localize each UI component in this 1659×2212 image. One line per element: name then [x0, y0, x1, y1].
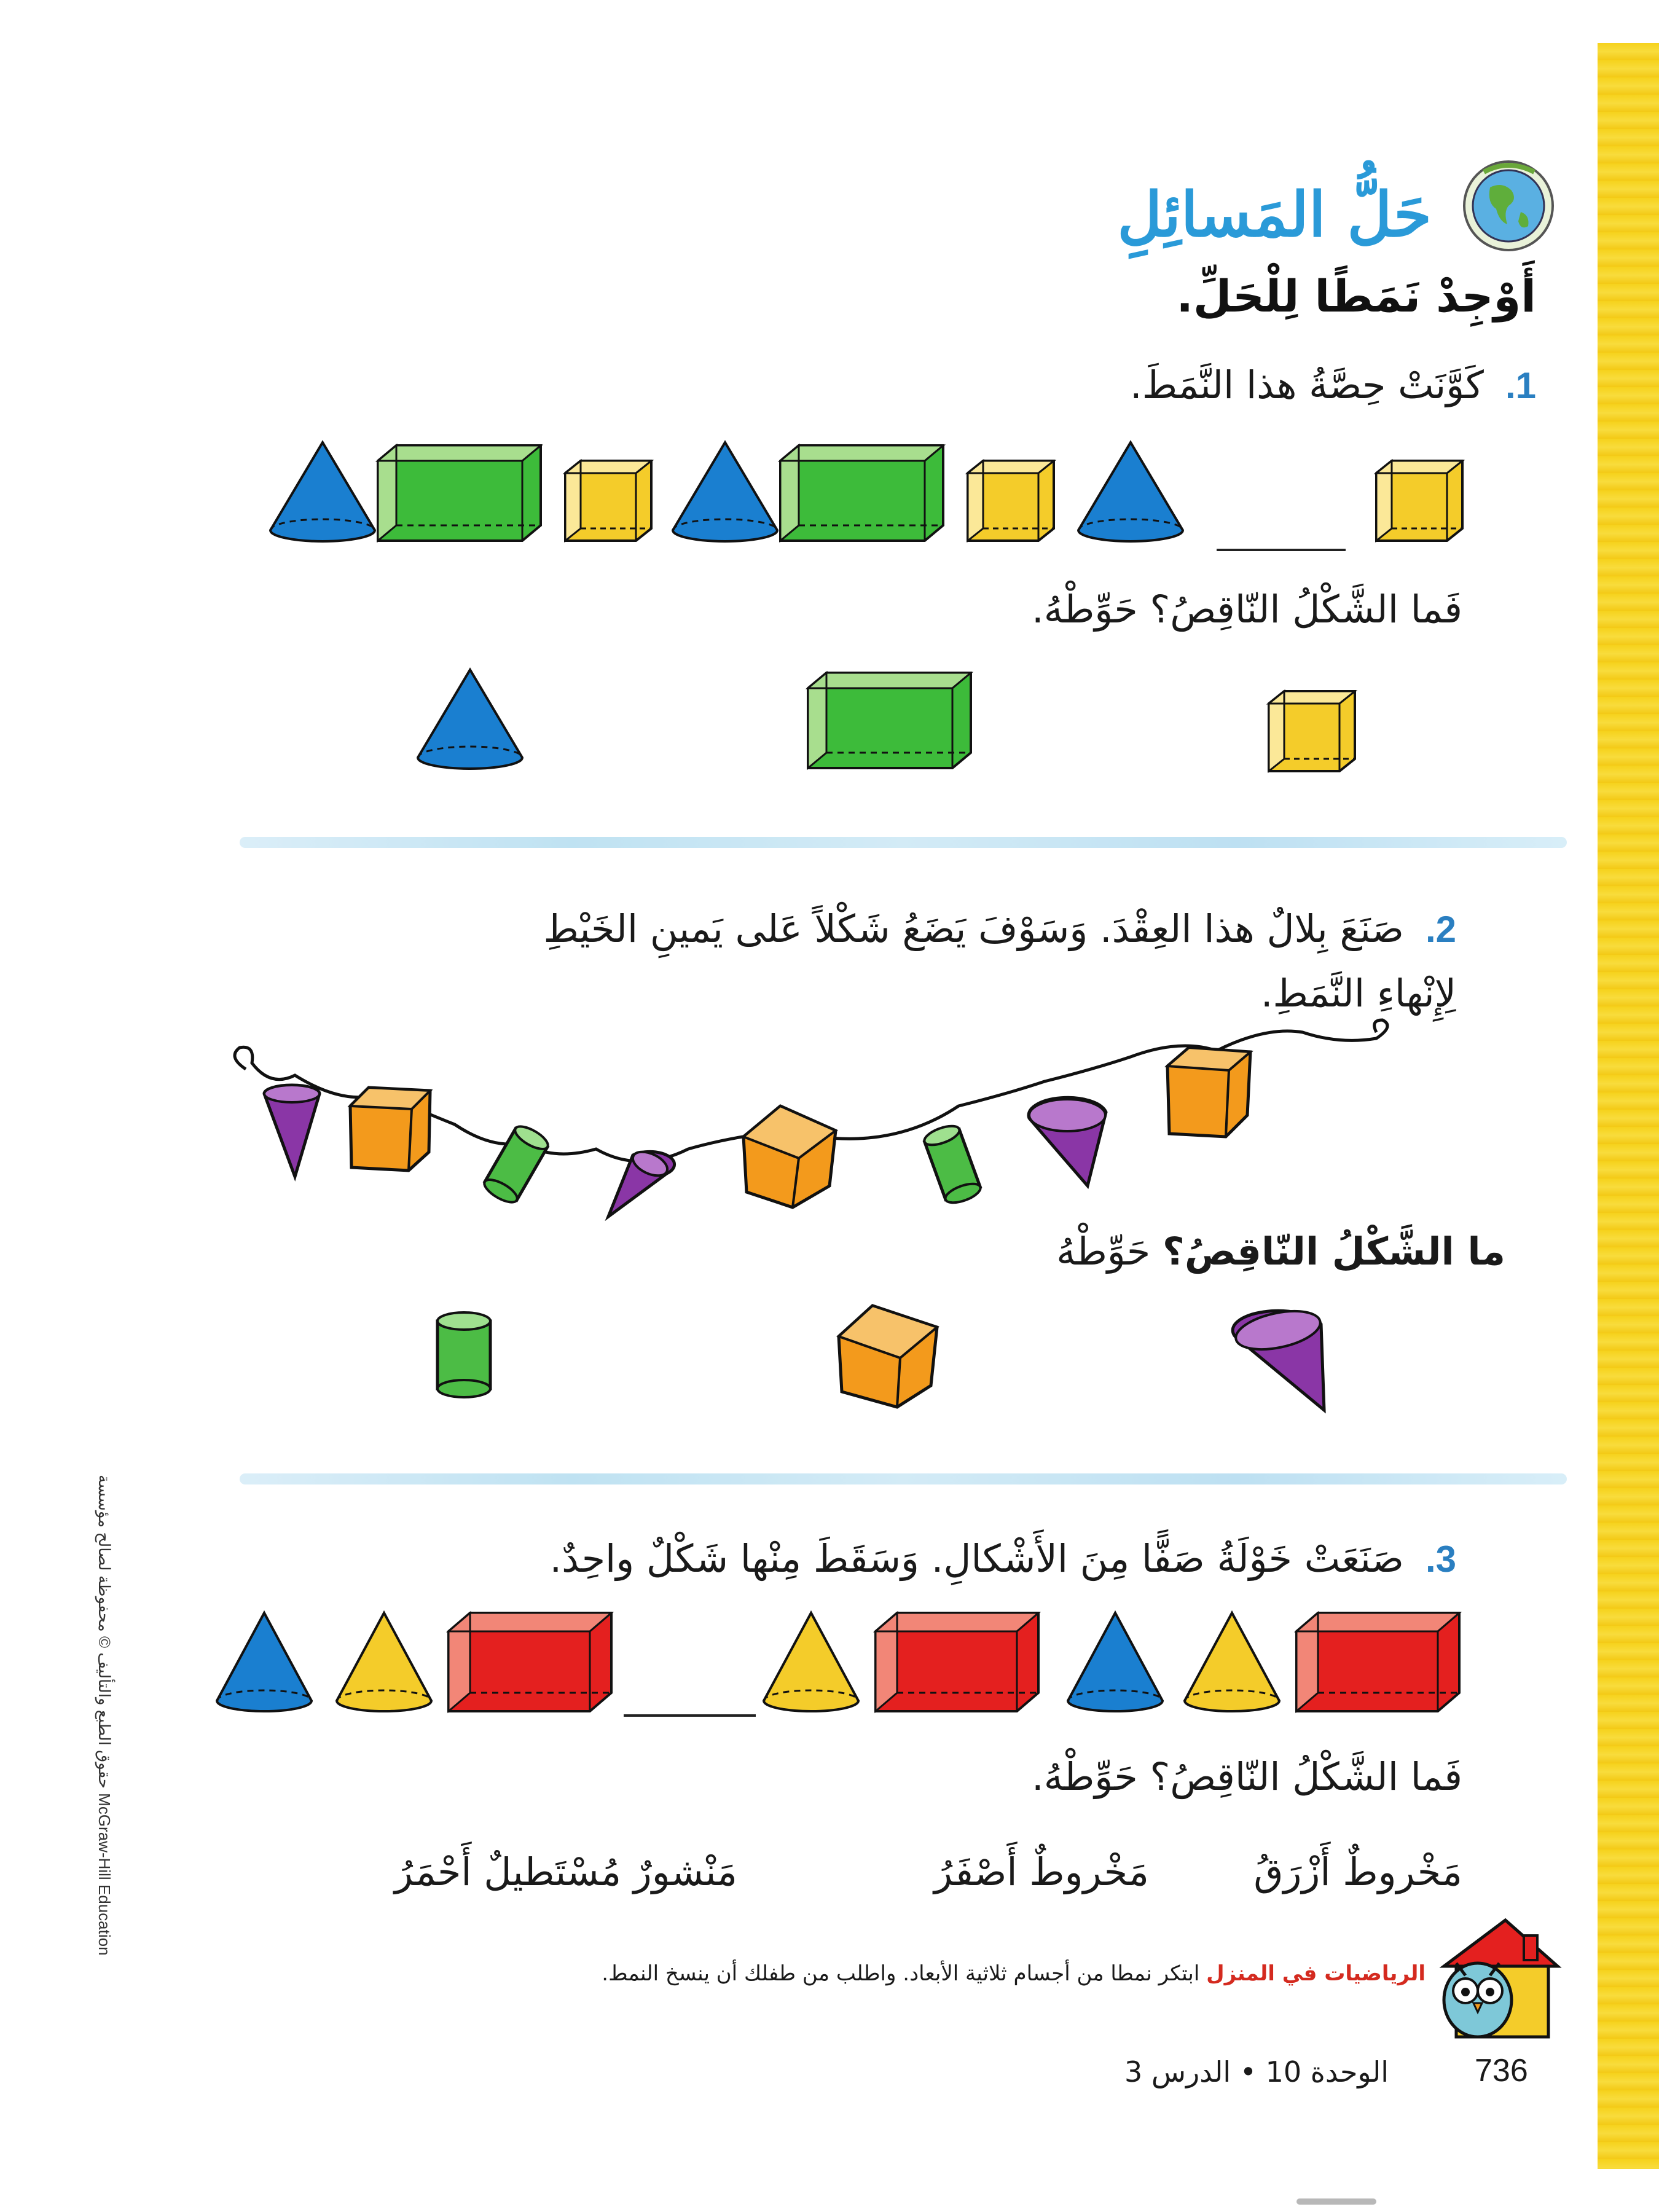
bead-purple-cone: [596, 1137, 676, 1223]
globe-icon: [1459, 154, 1558, 252]
prism-red: [1293, 1610, 1465, 1717]
section-title: حَلُّ المَسائِلِ: [1117, 178, 1432, 251]
cone-blue: [1063, 1610, 1167, 1714]
unit-lesson-label: الوحدة 10 • الدرس 3: [1124, 2055, 1389, 2088]
scroll-indicator: [1296, 2198, 1376, 2205]
bead-purple-cone: [258, 1081, 326, 1180]
cone-blue: [667, 439, 783, 544]
bead-orange-cube: [737, 1100, 842, 1210]
problem-2-prompt: [1056, 1229, 1505, 1274]
problem-1-question: [1130, 363, 1536, 407]
prism-red: [873, 1610, 1045, 1717]
problem-2-text-line1: صَنَعَ بِلالٌ هذا العِقْدَ. وَسَوْفَ يَضَعُ شَكْلاً عَلى يَمينِ الخَيْطِ: [543, 906, 1404, 951]
choice-purple-cone[interactable]: [1229, 1300, 1339, 1416]
choice-orange-cube[interactable]: [833, 1300, 943, 1410]
problem-3-question: [549, 1536, 1456, 1581]
problem-1-text: كَوَّنَتْ حِصَّةُ هذا النَّمَطَ.: [1130, 363, 1484, 407]
choice-cone-blue[interactable]: [412, 667, 528, 771]
section-subtitle: أَوْجِدْ نَمَطًا لِلْحَلِّ.: [1176, 270, 1536, 322]
bead-green-cylinder: [916, 1121, 989, 1207]
problem-2-prompt-question: ما الشَّكْلُ النّاقِصُ؟: [1162, 1229, 1505, 1274]
problem-2-number: 2.: [1425, 909, 1456, 950]
cone-yellow: [1180, 1610, 1284, 1714]
prism-green: [375, 442, 547, 547]
choice-prism-green[interactable]: [805, 670, 977, 774]
missing-shape-blank: [624, 1714, 756, 1717]
cube-yellow: [1373, 458, 1465, 544]
page-number: 736: [1475, 2053, 1528, 2088]
cone-blue: [264, 439, 381, 544]
section-divider: [240, 1473, 1567, 1484]
answer-choice-blue-cone[interactable]: مَخْروطٌ أَزْرَقُ: [1253, 1849, 1462, 1894]
cube-yellow: [965, 458, 1057, 544]
missing-shape-blank: [1217, 549, 1346, 551]
bead-orange-cube: [344, 1081, 436, 1174]
problem-2-text-line2: لِإِنْهاءِ النَّمَطِ.: [1260, 971, 1456, 1016]
home-note-label: الرياضيات في المنزل: [1206, 1961, 1426, 1986]
problem-2-question: [543, 906, 1456, 951]
owl-house-icon: [1432, 1911, 1561, 2040]
page-edge-strip: [1598, 43, 1659, 2169]
cone-yellow: [759, 1610, 863, 1714]
problem-2-prompt-action: حَوِّطْهُ: [1056, 1229, 1151, 1274]
bead-green-cylinder: [479, 1121, 553, 1207]
choice-cube-yellow[interactable]: [1266, 688, 1358, 774]
section-divider: [240, 837, 1567, 848]
copyright-notice: حقوق الطبع والتأليف © محفوظة لصالح مؤسسة McGraw-Hill Education: [95, 1475, 114, 1956]
problem-1-number: 1.: [1505, 365, 1536, 406]
cone-yellow: [332, 1610, 436, 1714]
prism-red: [445, 1610, 618, 1717]
cube-yellow: [562, 458, 654, 544]
problem-3-text: صَنَعَتْ خَوْلَةُ صَفًّا مِنَ الأَشْكالِ. وَسَقَطَ مِنْها شَكْلٌ واحِدٌ.: [549, 1536, 1404, 1581]
choice-green-cylinder[interactable]: [430, 1309, 498, 1401]
answer-choice-yellow-cone[interactable]: مَخْروطٌ أَصْفَرُ: [934, 1849, 1149, 1894]
problem-3-prompt: فَما الشَّكْلُ النّاقِصُ؟ حَوِّطْهُ.: [1032, 1754, 1462, 1799]
bead-orange-cube: [1158, 1045, 1257, 1143]
cone-blue: [212, 1610, 316, 1714]
home-note-text: ابتكر نمطا من أجسام ثلاثية الأبعاد. واطلب من طفلك أن ينسخ النمط.: [602, 1961, 1200, 1986]
answer-choice-red-prism[interactable]: مَنْشورٌ مُسْتَطيلٌ أَحْمَرُ: [394, 1849, 737, 1894]
prism-green: [777, 442, 949, 547]
problem-1-prompt: فَما الشَّكْلُ النّاقِصُ؟ حَوِّطْهُ.: [1032, 587, 1462, 632]
home-note: [602, 1961, 1426, 1986]
problem-3-number: 3.: [1425, 1539, 1456, 1580]
bead-purple-cone: [1020, 1088, 1118, 1192]
cone-blue: [1072, 439, 1189, 544]
